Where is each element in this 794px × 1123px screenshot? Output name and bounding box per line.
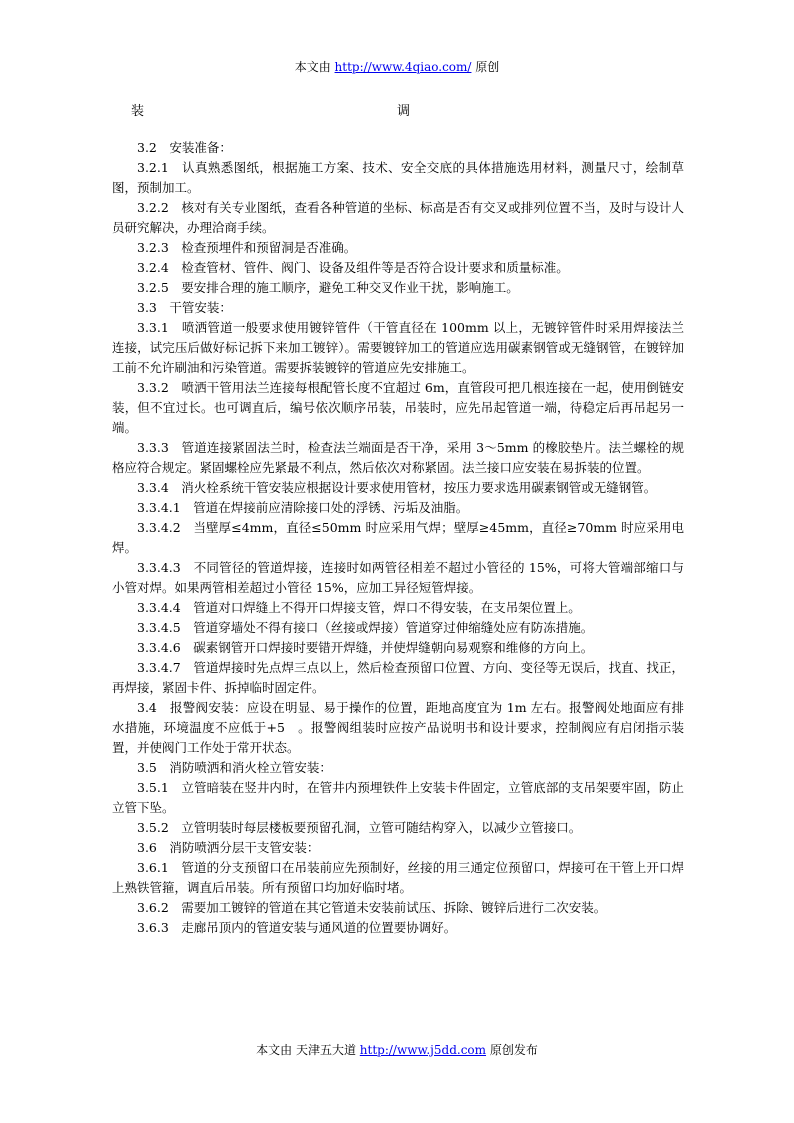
footer-link[interactable]: http://www.j5dd.com: [359, 1043, 487, 1057]
paragraph: 3.5.2 立管明装时每层楼板要预留孔洞，立管可随结构穿入，以减少立管接口。: [137, 820, 582, 835]
paragraph: 3.6.1 管道的分支预留口在吊装前应先预制好，丝接的用三通定位预留口，焊接可在干管上开口焊上熟铁管箍，调直后吊装。所有预留口均加好临时堵。: [112, 860, 684, 895]
paragraph: 3.3.4.7 管道焊接时先点焊三点以上，然后检查预留口位置、方向、变径等无误后，找直、找正，再焊接，紧固卡件、拆掉临时固定件。: [112, 660, 684, 695]
paragraph: 3.3.4.6 碳素钢管开口焊接时要错开焊缝，并使焊缝朝向易观察和维修的方向上。: [137, 640, 594, 655]
title-right-char: 调: [397, 104, 411, 119]
paragraph: 3.3.4.4 管道对口焊缝上不得开口焊接支管，焊口不得安装，在支吊架位置上。: [137, 600, 581, 615]
document-body: [112, 138, 684, 938]
footer-prefix: 本文由 天津五大道: [256, 1043, 360, 1057]
footer-suffix: 原创发布: [486, 1043, 538, 1057]
document-title: [0, 100, 794, 120]
page-footer: [0, 1041, 794, 1059]
paragraph: 3.4 报警阀安装：应设在明显、易于操作的位置，距地高度宜为 1m 左右。报警阀处地面应有排水措施，环境温度不应低于+5 。报警阀组装时应按产品说明书和设计要求，控制阀应有启闭指示装置，并使阀门工作处于常开状态。: [112, 700, 684, 755]
paragraph: 3.3.4.3 不同管径的管道焊接，连接时如两管径相差不超过小管径的 15%，可将大管端部缩口与小管对焊。如果两管相差超过小管径 15%，应加工异径短管焊接。: [112, 560, 684, 595]
paragraph: 3.2.3 检查预埋件和预留洞是否准确。: [137, 240, 357, 255]
header-prefix: 本文由: [294, 60, 335, 74]
paragraph: 3.2.5 要安排合理的施工顺序，避免工种交叉作业干扰，影响施工。: [137, 280, 519, 295]
paragraph: 3.3 干管安装：: [137, 300, 232, 315]
paragraph: 3.3.4.2 当壁厚≤4mm，直径≤50mm 时应采用气焊；壁厚≥45mm，直径≥70mm 时应采用电焊。: [112, 520, 684, 555]
paragraph: 3.3.3 管道连接紧固法兰时，检查法兰端面是否干净，采用 3～5mm 的橡胶垫片。法兰螺栓的规格应符合规定。紧固螺栓应先紧最不利点，然后依次对称紧固。法兰接口应安装在易拆装的位置。: [112, 440, 684, 475]
paragraph: 3.6.3 走廊吊顶内的管道安装与通风道的位置要协调好。: [137, 920, 457, 935]
paragraph: 3.3.4 消火栓系统干管安装应根据设计要求使用管材，按压力要求选用碳素钢管或无缝钢管。: [137, 480, 657, 495]
paragraph: 3.3.1 喷洒管道一般要求使用镀锌管件（干管直径在 100mm 以上，无镀锌管件时采用焊接法兰连接，试完压后做好标记拆下来加工镀锌）。需要镀锌加工的管道应选用碳素钢管或无缝钢管，在镀锌加工前不允许刷油和污染管道。需要拆装镀锌的管道应先安排施工。: [112, 320, 684, 375]
paragraph: 3.2.2 核对有关专业图纸，查看各种管道的坐标、标高是否有交叉或排列位置不当，及时与设计人员研究解决，办理洽商手续。: [112, 200, 684, 235]
paragraph: 3.3.2 喷洒干管用法兰连接每根配管长度不宜超过 6m，直管段可把几根连接在一起，使用倒链安装，但不宜过长。也可调直后，编号依次顺序吊装，吊装时，应先吊起管道一端，待稳定后再吊起另一端。: [112, 380, 684, 435]
page-header: [0, 58, 794, 76]
paragraph: 3.6 消防喷洒分层干支管安装：: [137, 840, 320, 855]
title-left-char: 装: [131, 104, 145, 119]
paragraph: 3.2 安装准备：: [137, 140, 232, 155]
paragraph: 3.6.2 需要加工镀锌的管道在其它管道未安装前试压、拆除、镀锌后进行二次安装。: [137, 900, 607, 915]
header-suffix: 原创: [471, 60, 500, 74]
paragraph: 3.3.4.5 管道穿墙处不得有接口（丝接或焊接）管道穿过伸缩缝处应有防冻措施。: [137, 620, 594, 635]
paragraph: 3.2.4 检查管材、管件、阀门、设备及组件等是否符合设计要求和质量标准。: [137, 260, 569, 275]
paragraph: 3.5.1 立管暗装在竖井内时，在管井内预埋铁件上安装卡件固定，立管底部的支吊架要牢固，防止立管下坠。: [112, 780, 684, 815]
header-link[interactable]: http://www.4qiao.com/: [334, 60, 472, 74]
paragraph: 3.2.1 认真熟悉图纸，根据施工方案、技术、安全交底的具体措施选用材料，测量尺寸，绘制草图，预制加工。: [112, 160, 684, 195]
paragraph: 3.3.4.1 管道在焊接前应清除接口处的浮锈、污垢及油脂。: [137, 500, 469, 515]
paragraph: 3.5 消防喷洒和消火栓立管安装：: [137, 760, 332, 775]
